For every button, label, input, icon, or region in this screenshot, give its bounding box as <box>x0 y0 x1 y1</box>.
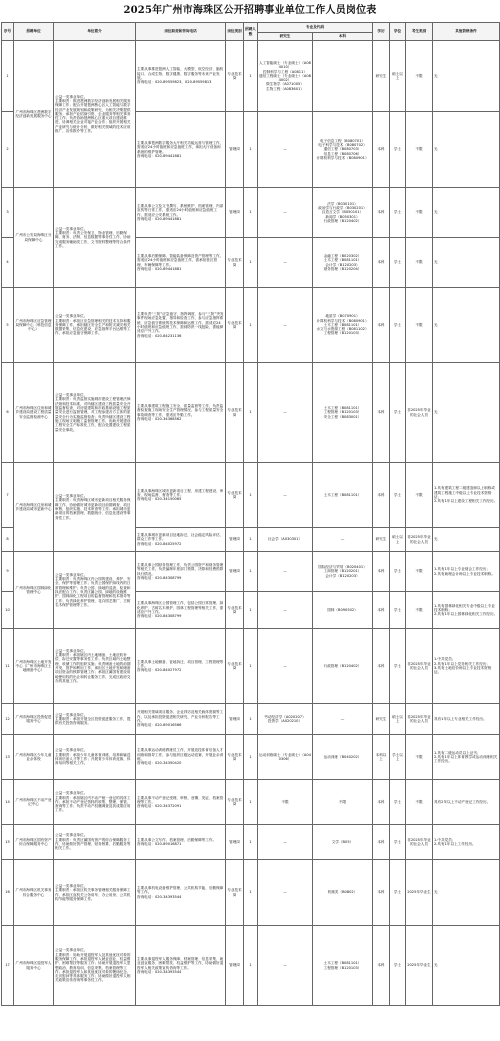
row-seq: 17 <box>2 926 14 1006</box>
row-count: 1 <box>244 528 258 552</box>
row-undergrad-major: 不限 <box>313 780 373 825</box>
row-undergrad-major: 园林（B090502） <box>313 592 373 629</box>
row-grad-major: 人工智能硕士（专业硕士）（A084010） 控制科学与工程（A0811） 通信工程硕士（专业硕士）（A084002） 微生物学（A071005） 生物工程（A083601） <box>258 41 313 112</box>
row-unit: 广州市海珠区少年儿童业余体校 <box>14 735 54 780</box>
row-undergrad-major: 运动训练（B040202） <box>313 735 373 780</box>
row-unit: 广州市海珠区住房和城乡建设局城市更新中心 <box>14 463 54 552</box>
row-category: 专业技术岗 <box>226 288 244 363</box>
row-category: 专业技术岗 <box>226 592 244 629</box>
row-unit-intro: 公益一类事业单位。 主要职责：承担辖区内土地储备、土地征收补偿、拆迁安置等事务性工作；负责区域内土地整理、收储工作的组织实施；负责储备土地的前期开发、管护和利用工作；承担区土地开发和储备项目资金的核算管理工作；承担区属国有建设用地使用权的出让和转让服务工作，完成区政府交办的其他工作。 <box>54 629 136 704</box>
row-duty: 主要从事海珠区公园管理工作，包括公园日常管理、绿化养护、古树名木保护、园林工程管理等相关工作，需适应户外工作。 咨询电话：020-84308799 <box>136 592 226 629</box>
row-grad-major: — <box>258 188 313 238</box>
row-other: 1.中共党员； 2.具有1年以上党务相关工作经历； 3.具有土地估价师以上专业技术资格证。 <box>433 629 500 704</box>
row-grad-major: 劳动经济学（A020207） 投资学（A020210） <box>258 704 313 735</box>
row-grad-major: — <box>258 629 313 704</box>
row-other: 无 <box>433 926 500 1006</box>
row-count: 1 <box>244 463 258 528</box>
row-degree: 硕士以上 <box>390 704 406 735</box>
row-unit: 广州市海珠区不动产登记中心 <box>14 780 54 825</box>
row-unit-intro: 公益一类事业单位。 主要职责：承担区机关事务管理相关服务保障工作，承担区直机关公务用车、办公用房、公共机构节能等服务保障工作。 <box>54 860 136 926</box>
row-count: 1 <box>244 825 258 860</box>
row-category: 管理岗 <box>226 704 244 735</box>
row-undergrad-major: 金融工程（B020302） 土木工程（B081101） 会计学（B120203） 财务管理（B120204） <box>313 238 373 288</box>
table-row <box>2 463 500 528</box>
row-other: 具有2年以上不动产登记工作经历。 <box>433 780 500 825</box>
row-unit-intro: 公益一类事业单位。 主要职责：负责公安保卫、物业管理、后勤保障、财务、法制、信息数据等事务性工作，协助完成服务辅助类工作，文书资料整理等符合条件工作。 <box>54 188 136 288</box>
table-row <box>2 735 500 780</box>
row-grad-major: — <box>258 825 313 860</box>
row-degree: 学士 <box>390 552 406 592</box>
header-target: 考生类别 <box>406 23 433 41</box>
row-degree: 学士 <box>390 112 406 188</box>
header-row <box>2 23 500 33</box>
row-category: 专业技术岗 <box>226 780 244 825</box>
row-other: 无 <box>433 238 500 288</box>
row-degree: 学士 <box>390 780 406 825</box>
row-seq: 13 <box>2 735 14 780</box>
header-degree: 学位 <box>390 23 406 41</box>
table-row <box>2 188 500 238</box>
row-undergrad-major: 土木工程（B081101） 工程管理（B120103） 安全工程（B083001） <box>313 363 373 463</box>
row-seq: 3 <box>2 188 14 238</box>
row-edu: 本科 <box>373 860 390 926</box>
row-seq: 2 <box>2 112 14 188</box>
row-target: 不限 <box>406 592 433 629</box>
row-category: 管理岗 <box>226 528 244 552</box>
row-unit-intro: 公益一类事业单位。 主要职责：协助开展退役军人及其他优抚对象的服务保障工作，承担退役军人就业创业、权益维护、困难帮扶等服务工作；协助开展退役军人思想政治、教育培训、信息采集、档案管理等工作；承担退役军人和其他优抚对象的褒扬纪念、走访慰问等具体服务工作；协助做好退役军人相关政策宣传咨询等事务性工作。 <box>54 926 136 1006</box>
row-unit-intro: 公益一类事业单位。 主要职责：承担开展全区投资促进服务工作，提供有关投资咨询服务。 <box>54 704 136 735</box>
row-edu: 本科 <box>373 592 390 629</box>
header-unit: 招聘单位 <box>14 23 54 41</box>
row-grad-major: — <box>258 552 313 592</box>
row-edu: 本科 <box>373 238 390 288</box>
row-category: 管理岗 <box>226 825 244 860</box>
row-count: 1 <box>244 629 258 704</box>
row-other: 无 <box>433 528 500 552</box>
row-duty: 主要从事城市更新项目征地拆迁、社会稳定风险评估、群众工作等工作。 咨询电话：020-84025972 <box>136 528 226 552</box>
row-undergrad-major: 土木工程（B081101） <box>313 463 373 528</box>
row-other: 无 <box>433 363 500 463</box>
row-count: 1 <box>244 288 258 363</box>
row-seq: 1 <box>2 41 14 112</box>
row-category: 专业技术岗 <box>226 463 244 528</box>
row-target: 不限 <box>406 735 433 780</box>
row-category: 专业技术岗 <box>226 238 244 288</box>
row-count: 1 <box>244 735 258 780</box>
page-title: 2025年广州市海珠区公开招聘事业单位工作人员岗位表 <box>123 5 377 16</box>
table-row <box>2 288 500 363</box>
header-duty: 岗位职责和咨询电话 <box>136 23 226 41</box>
row-duty: 主要从事公园财务管理工作，负责公园资产和财务管理等相关工作，负责编制年度部门预算、决算和经费预算执行情况。 咨询电话：020-84308799 <box>136 552 226 592</box>
row-category: 管理岗 <box>226 188 244 238</box>
row-other: 无 <box>433 112 500 188</box>
row-grad-major: — <box>258 463 313 528</box>
row-target: 不限 <box>406 463 433 528</box>
header-seq: 序号 <box>2 23 14 41</box>
row-duty: 主要从事琶洲数字服务大厅相关功能运营与管理工作，需适应24小时值班和应急值班工作，承担大厅设备和系统的维护管理。 咨询电话：020-89441881 <box>136 112 226 188</box>
row-degree: 学士 <box>390 238 406 288</box>
row-target: 非2025年毕业的社会人员 <box>406 528 433 552</box>
row-duty: 开展相关领域项目服务、企业拜访及相关载体资源等工作，以及承担投资促进相关研究、产业分析报告等工作。 咨询电话：020-89016566 <box>136 704 226 735</box>
row-seq: 11 <box>2 629 14 704</box>
row-target: 不限 <box>406 112 433 188</box>
row-degree: 学士 <box>390 592 406 629</box>
row-edu: 研究生 <box>373 41 390 112</box>
row-grad-major: 不限 <box>258 780 313 825</box>
row-category: 专业技术岗 <box>226 735 244 780</box>
row-category: 专业技术岗 <box>226 860 244 926</box>
row-edu: 本科 <box>373 552 390 592</box>
row-edu: 本科 <box>373 188 390 238</box>
row-other: 1.具有1年以上专业财会工作经历； 2.具有助理会计师以上专业技术职称。 <box>433 552 500 592</box>
table-row <box>2 860 500 926</box>
row-target: 非2025年毕业的社会人员 <box>406 704 433 735</box>
row-edu: 本科 <box>373 288 390 363</box>
row-edu: 本科 <box>373 112 390 188</box>
header-grad: 研究生 <box>258 33 313 41</box>
row-target: 不限 <box>406 288 433 363</box>
row-duty: 主要从事退役军人服务保障、档案管理、信息采集、就业创业服务、困难帮扶、权益维护等工作，协助做好退役军人相关政策宣传咨询等工作。 咨询电话：020-34393544 <box>136 926 226 1006</box>
row-seq: 16 <box>2 860 14 926</box>
row-other: 无 <box>433 288 500 363</box>
row-unit: 广州市公安局海珠区分局保障中心 <box>14 188 54 288</box>
row-count: 1 <box>244 926 258 1006</box>
row-category: 专业技术岗 <box>226 41 244 112</box>
row-degree: 学士 <box>390 629 406 704</box>
row-edu: 研究生 <box>373 528 390 552</box>
row-seq: 5 <box>2 288 14 363</box>
row-duty: 主要从事机电设备维护管理、公共机构节能、后勤保障等工作。 咨询电话：020-34393544 <box>136 860 226 926</box>
row-count: 1 <box>244 592 258 629</box>
row-seq: 10 <box>2 592 14 629</box>
row-target: 不限 <box>406 780 433 825</box>
row-duty: 主要从事推进琶洲人工智能、大模型、低空经济、脑机接口、合成生物、数字健康、数字服务等未来产业发展。 咨询电话：020-89559823，020-89559813 <box>136 41 226 112</box>
header-category: 岗位类别 <box>226 23 244 41</box>
row-duty: 主要从事公文写作、档案管理、后勤保障等工作。 咨询电话：020-89016871 <box>136 825 226 860</box>
row-seq: 8 <box>2 528 14 552</box>
row-undergrad-major: 法学（B030101） 政治学与行政学（B030201） 汉语言文学（B050101） 新闻学（B050301） 行政管理（B120402） <box>313 188 373 238</box>
row-duty: 主要从事建筑工程施工安全、质量监督等工作，负责监督检查施工现场安全生产管理情况，参与工程质量安全事故调查等工作，需适应外勤工作。 咨询电话：020-34368562 <box>136 363 226 463</box>
row-seq: 4 <box>2 238 14 288</box>
row-other: 无 <box>433 188 500 238</box>
row-count: 1 <box>244 552 258 592</box>
row-grad-major: — <box>258 238 313 288</box>
row-count: 1 <box>244 238 258 288</box>
row-duty: 主要负责“三防”应急值守、指挥调度、参与“三防”突发事件现场应急处置、指导和检查工作，参与应急指挥系统、应急值守系统的技术保障和运维工作，需适应24小时值班和应急值班工作，需到防汛一线抢险，需能够适应户外工作。 咨询电话：020-84231136 <box>136 288 226 363</box>
row-unit: 广州市海珠区住房和城乡建设局建设工程质量安全监督检测中心 <box>14 363 54 463</box>
row-target: 非2025年毕业的社会人员 <box>406 363 433 463</box>
row-grad-major: — <box>258 112 313 188</box>
row-unit-intro: 公益一类事业单位。 主要职责：负责监督实施城市建设工程管理法律法规和技术标准，对所辖区建设工程质量安全开展监督检查，对房屋建筑和市政基础设施工程质量安全进行监督管理，对工程参建各方主体的质量安全行为实施监督检查；负责所辖区建设工程施工现场文明施工监督管理工作，协助开展建设工程安全生产标准化工作，配合处置建设工程质量安全事故。 <box>54 363 136 463</box>
row-target: 2025年毕业生 <box>406 860 433 926</box>
row-grad-major: — <box>258 592 313 629</box>
row-count: 1 <box>244 363 258 463</box>
row-undergrad-major: — <box>313 528 373 552</box>
row-count: 1 <box>244 41 258 112</box>
row-target: 不限 <box>406 188 433 238</box>
positions-table <box>1 22 500 1006</box>
row-unit-intro: 公益一类事业单位。 主要职责：负责区属国有资产的综合保障服务工作，协助做好资产管理、财务核算、后勤服务等相关工作。 <box>54 825 136 860</box>
row-unit: 广州市海珠区应急管理局保障中心（科技信息中心） <box>14 288 54 363</box>
row-seq: 7 <box>2 463 14 528</box>
row-edu: 本科 <box>373 825 390 860</box>
row-undergrad-major: 电子信息工程（B080701） 电子科学与技术（B080702） 通信工程（B080703） 信息工程（B080706） 计算机科学与技术（B080901） <box>313 112 373 188</box>
row-category: 管理岗 <box>226 112 244 188</box>
row-other: 无 <box>433 860 500 926</box>
row-unit: 广州市海珠区国有资产综合保障服务中心 <box>14 825 54 860</box>
row-degree: 学士 <box>390 463 406 528</box>
row-target: 2025年毕业生 <box>406 926 433 1006</box>
row-duty: 主要从事海珠区城市更新项目工程、房建工程建设、审查、现场监督、督查等工作。 咨询电话：020-34150065 <box>136 463 226 528</box>
row-grad-major: 运动训练硕士（专业硕士）（A040306） <box>258 735 313 780</box>
table-row <box>2 825 500 860</box>
row-target: 不限 <box>406 41 433 112</box>
row-degree: 学士 <box>390 188 406 238</box>
table-row <box>2 629 500 704</box>
row-unit-intro: 公益一类事业单位。 主要职责：负责海珠区内公园的建设、养护、安全、保护等管理工作；负责公园保护绿线内的日常管理和维护；负责公园、绿地的巡查、检查和执法配合工作；负责区属公园、绿地的设施维护、园林绿化工程项目的监督管理和技术指导等工作；负责绿化养护管理、花卉园艺推广、古树名木保护管理等工作。 <box>54 552 136 629</box>
row-unit: 广州市海珠区园林绿化管理中心 <box>14 552 54 629</box>
row-degree: 学士 <box>390 825 406 860</box>
header-unit-intro: 单位简介 <box>54 23 136 41</box>
row-degree: 硕士以上 <box>390 41 406 112</box>
row-other: 1.具有建筑工程二级建造师以上职称或建筑工程施工中级以上专业技术资格证； 2.具有1年以上建设工程相关工作经历。 <box>433 463 500 528</box>
row-edu: 本科 <box>373 926 390 1006</box>
row-unit: 广州市海珠区琶洲数字经济创新发展服务中心 <box>14 41 54 188</box>
table-row <box>2 704 500 735</box>
row-edu: 研究生 <box>373 704 390 735</box>
row-grad-major: — <box>258 363 313 463</box>
table-row <box>2 926 500 1006</box>
row-category: 管理岗 <box>226 552 244 592</box>
row-target: 不限 <box>406 238 433 288</box>
row-degree: 学士 <box>390 860 406 926</box>
row-unit-intro: 公益一类事业单位。 主要职责：负责海珠区城市更新项目相关服务保障工作，协助做好城市更新项目前期调查、项目审核、组织实施、技术审查等工作；承担城市更新项目的档案管理、数据统计、信息化建设等事务性工作。 <box>54 463 136 552</box>
table-row <box>2 41 500 112</box>
row-seq: 15 <box>2 825 14 860</box>
row-unit: 广州市海珠区退役军人服务中心 <box>14 926 54 1006</box>
row-unit-intro: 公益一类事业单位。 主要职责：承担辖区内不动产统一登记的具体工作；承担不动产登记资料的收集、整理、保管、查询等工作；负责不动产权籍调查及其成果应用工作。 <box>54 780 136 825</box>
table-row <box>2 552 500 592</box>
row-category: 专业技术岗 <box>226 629 244 704</box>
row-undergrad-major: 地质学（B070901） 计算机科学与技术（B080901） 土木工程（B081101） 水文与水资源工程（B081102） 工程管理（B120103） <box>313 288 373 363</box>
row-other: 无 <box>433 41 500 112</box>
header-undergrad: 本科 <box>313 33 373 41</box>
row-seq: 14 <box>2 780 14 825</box>
row-unit-intro: 公益一类事业单位。 主要职责：推进琶洲数字经济创新发展相关服务保障工作；配合开展琶洲核心区人工智能与数字经济产业发展规划和政策研究，为相关决策提供服务；承担产业招商引资、企业服务等相关事务性工作；负责协助琶洲核心区重大项目建设推进，协调相关企业对接产业合作；组织开展相关产业研究与统计分析，做好相关领域的技术应用推广、宣传推介等工作。 <box>54 41 136 188</box>
row-edu: 本科 <box>373 463 390 528</box>
row-edu: 本科 <box>373 780 390 825</box>
row-undergrad-major: 文学（B05） <box>313 825 373 860</box>
header-major-group: 专业及代码 <box>258 23 373 33</box>
row-unit-intro: 公益一类事业单位。 主要职责：承担区应急管理相关的技术支持和服务保障工作，承担辖区安全生产和防灾减灾相关数据采集、信息化建设、应急指挥平台运维等工作，承担应急值守保障工作。 <box>54 288 136 363</box>
row-category: 专业技术岗 <box>226 363 244 463</box>
row-grad-major: — <box>258 926 313 1006</box>
row-grad-major: — <box>258 288 313 363</box>
row-count: 1 <box>244 704 258 735</box>
row-other: 1.具有园林绿化相关专业中级以上专业技术职称； 2.具有1年以上园林绿化相关工作经历。 <box>433 592 500 629</box>
row-undergrad-major: 行政管理（B120402） <box>313 629 373 704</box>
row-duty: 主要从事公文及文书撰写、系统维护、档案管理、内部宣传等日常工作，需适应24小时值班和应急值班工作，需适应公安系统工作。 咨询电话：020-89441881 <box>136 188 226 238</box>
row-undergrad-major: 国际经济与贸易（B020401） 工商管理（B120201） 会计学（B120203） <box>313 552 373 592</box>
row-count: 1 <box>244 188 258 238</box>
row-other: 1.中共党员； 2.具有1年以上工作经历。 <box>433 825 500 860</box>
row-target: 非2025年毕业的社会人员 <box>406 825 433 860</box>
header-edu: 学历 <box>373 23 390 41</box>
row-edu: 本科以上 <box>373 735 390 780</box>
row-unit: 广州市海珠区投资促进服务中心 <box>14 704 54 735</box>
row-degree: 学士以上 <box>390 735 406 780</box>
row-unit: 广州市海珠区机关事务综合服务中心 <box>14 860 54 926</box>
row-seq: 9 <box>2 552 14 592</box>
row-count: 1 <box>244 780 258 825</box>
header-other: 其他资格条件 <box>433 23 500 41</box>
row-seq: 6 <box>2 363 14 463</box>
row-undergrad-major: 土木工程（B081101） 工程管理（B120103） <box>313 926 373 1006</box>
row-other: 具有1年以上专业相关工作经历。 <box>433 704 500 735</box>
row-undergrad-major: 机械类（B0802） <box>313 860 373 926</box>
table-row <box>2 363 500 463</box>
row-count: 1 <box>244 860 258 926</box>
row-unit: 广州市海珠区土地开发中心（广州市海珠区土地储备中心） <box>14 629 54 704</box>
table-body <box>2 41 500 1006</box>
row-degree: 硕士以上 <box>390 528 406 552</box>
row-degree: 学士 <box>390 288 406 363</box>
row-duty: 主要从事后勤保障、智能装备保障及资产管理等工作，需适应24小时值班和应急值班工作，需承担营区管理、车辆保障等工作。 咨询电话：020-89441881 <box>136 238 226 288</box>
row-duty: 主要从事运动训练教练员工作，开展竞技体育后备人才训练和指导工作，参与组织区级运动竞赛，开展业余训练。 咨询电话：020-34350420 <box>136 735 226 780</box>
row-category: 管理岗 <box>226 926 244 1006</box>
row-duty: 主要从事土地储备、征地拆迁、项目管理、工程管理等工作。 咨询电话：020-84027972 <box>136 629 226 704</box>
row-edu: 本科 <box>373 629 390 704</box>
row-unit-intro: 公益一类事业单位。 主要职责：承担少年儿童体育训练、培养和输送体育后备人才等工作；开展青少年体育竞赛、体育培训等相关工作。 <box>54 735 136 780</box>
row-seq: 12 <box>2 704 14 735</box>
row-other: 1.具有二级运动员以上证书； 2.具有1年以上体育教学或运动训练相关工作经历。 <box>433 735 500 780</box>
row-count: 1 <box>244 112 258 188</box>
table-row <box>2 780 500 825</box>
row-grad-major: — <box>258 860 313 926</box>
row-target: 非2025年毕业的社会人员 <box>406 629 433 704</box>
row-duty: 主要从事不动产登记受理、审核、登簿、发证、档案管理等工作。 咨询电话：020-34372091 <box>136 780 226 825</box>
row-degree: 学士 <box>390 926 406 1006</box>
row-degree: 学士 <box>390 363 406 463</box>
row-undergrad-major <box>313 41 373 112</box>
row-grad-major: 社会学（A030301） <box>258 528 313 552</box>
header-count: 招聘人数 <box>244 23 258 41</box>
row-target: 不限 <box>406 552 433 592</box>
row-edu: 本科 <box>373 363 390 463</box>
row-undergrad-major: — <box>313 704 373 735</box>
